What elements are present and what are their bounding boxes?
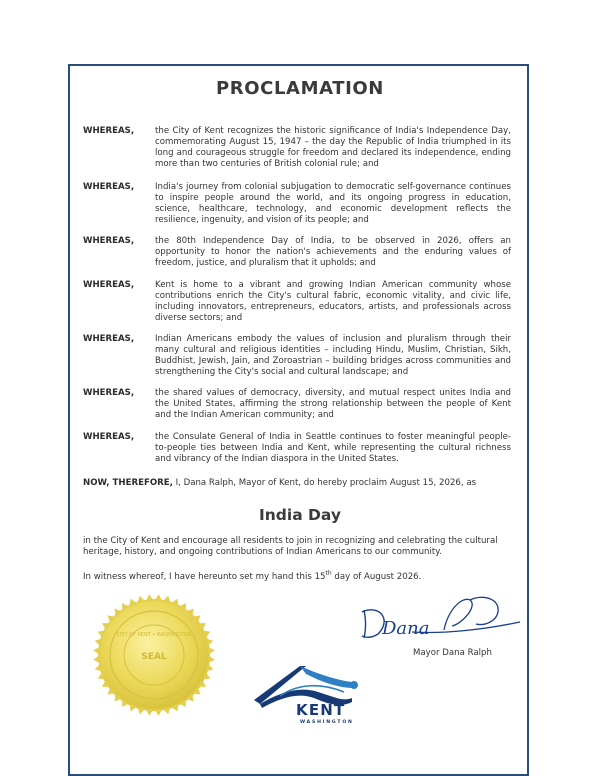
whereas-text: the Consulate General of India in Seattle continues to foster meaningful people-to-people ties between India and Kent, while representing the cultural richness and vibrancy of the Indian diaspora in the United States. — [155, 432, 511, 464]
seal-ring-text: CITY OF KENT • WASHINGTON — [116, 632, 192, 638]
logo-subtitle: WASHINGTON — [300, 720, 354, 725]
whereas-label: WHEREAS, — [83, 432, 135, 442]
whereas-text: Kent is home to a vibrant and growing Indian American community whose contributions enrich the City's cultural fabric, economic vitality, and civic life, including innovators, entrepreneurs, educators, artists, and professionals across diverse sectors; and — [155, 280, 511, 323]
witness-superscript: th — [325, 570, 332, 577]
seal-edge-point — [146, 708, 154, 715]
seal-edge-point — [207, 647, 214, 655]
seal-center-text: SEAL — [141, 652, 167, 662]
witness-text-after: day of August 2026. — [331, 571, 422, 582]
whereas-label: WHEREAS, — [83, 388, 135, 398]
witness-paragraph — [83, 568, 523, 583]
whereas-label: WHEREAS, — [83, 334, 135, 344]
city-seal-icon — [91, 592, 217, 718]
whereas-text: Indian Americans embody the values of inclusion and pluralism through their many cultural and religious identities – including Hindu, Muslim, Christian, Sikh, Buddhist, Jewish, Jain, and Zoroastrian – building bridges across communities and strengthening the City's social and cultural landscape; and — [155, 334, 511, 377]
whereas-text: India's journey from colonial subjugation to democratic self-governance continues to inspire people around the world, and its ongoing progress in education, science, healthcare, technology, and economic development reflects the resilience, ingenuity, and vision of its people; and — [155, 182, 511, 225]
witness-text-before: In witness whereof, I have hereunto set my hand this 15 — [83, 571, 326, 582]
encourage-paragraph: in the City of Kent and encourage all residents to join in recognizing and celebrating the cultural heritage, history, and ongoing contributions of Indian Americans to our community. — [83, 536, 498, 557]
now-therefore-paragraph — [83, 478, 523, 488]
whereas-label: WHEREAS, — [83, 280, 135, 290]
now-therefore-lead: NOW, THEREFORE, — [83, 478, 173, 488]
seal-edge-point — [154, 708, 162, 715]
seal-edge-point — [146, 594, 154, 601]
whereas-label: WHEREAS, — [83, 182, 135, 192]
seal-edge-point — [207, 655, 214, 663]
logo-wordmark: KENT — [296, 701, 346, 719]
mayor-signature — [352, 590, 522, 646]
seal-edge-point — [93, 647, 100, 655]
whereas-label: WHEREAS, — [83, 126, 135, 136]
seal-edge-point — [154, 594, 162, 601]
whereas-label: WHEREAS, — [83, 236, 135, 246]
now-therefore-text: I, Dana Ralph, Mayor of Kent, do hereby proclaim August 15, 2026, as — [172, 478, 477, 488]
signature-text: Dana — [382, 618, 430, 639]
seal-edge-point — [93, 655, 100, 663]
whereas-text: the 80th Independence Day of India, to be observed in 2026, offers an opportunity to honor the nation's achievements and the enduring values of freedom, justice, and pluralism that it upholds; and — [155, 236, 511, 268]
mayor-name-label: Mayor Dana Ralph — [413, 648, 492, 658]
whereas-text: the City of Kent recognizes the historic significance of India's Independence Day, commemorating August 15, 1947 – the day the Republic of India triumphed in its long and courageous struggle for freedom and declared its independence, ending more than two centuries of British colonial rule; and — [155, 126, 511, 169]
proclaimed-day-title: India Day — [258, 506, 342, 524]
whereas-text: the shared values of democracy, diversity, and mutual respect unites India and the United States, affirming the strong relationship between the people of Kent and the Indian American community; and — [155, 388, 511, 420]
page-title: PROCLAMATION — [216, 78, 384, 99]
